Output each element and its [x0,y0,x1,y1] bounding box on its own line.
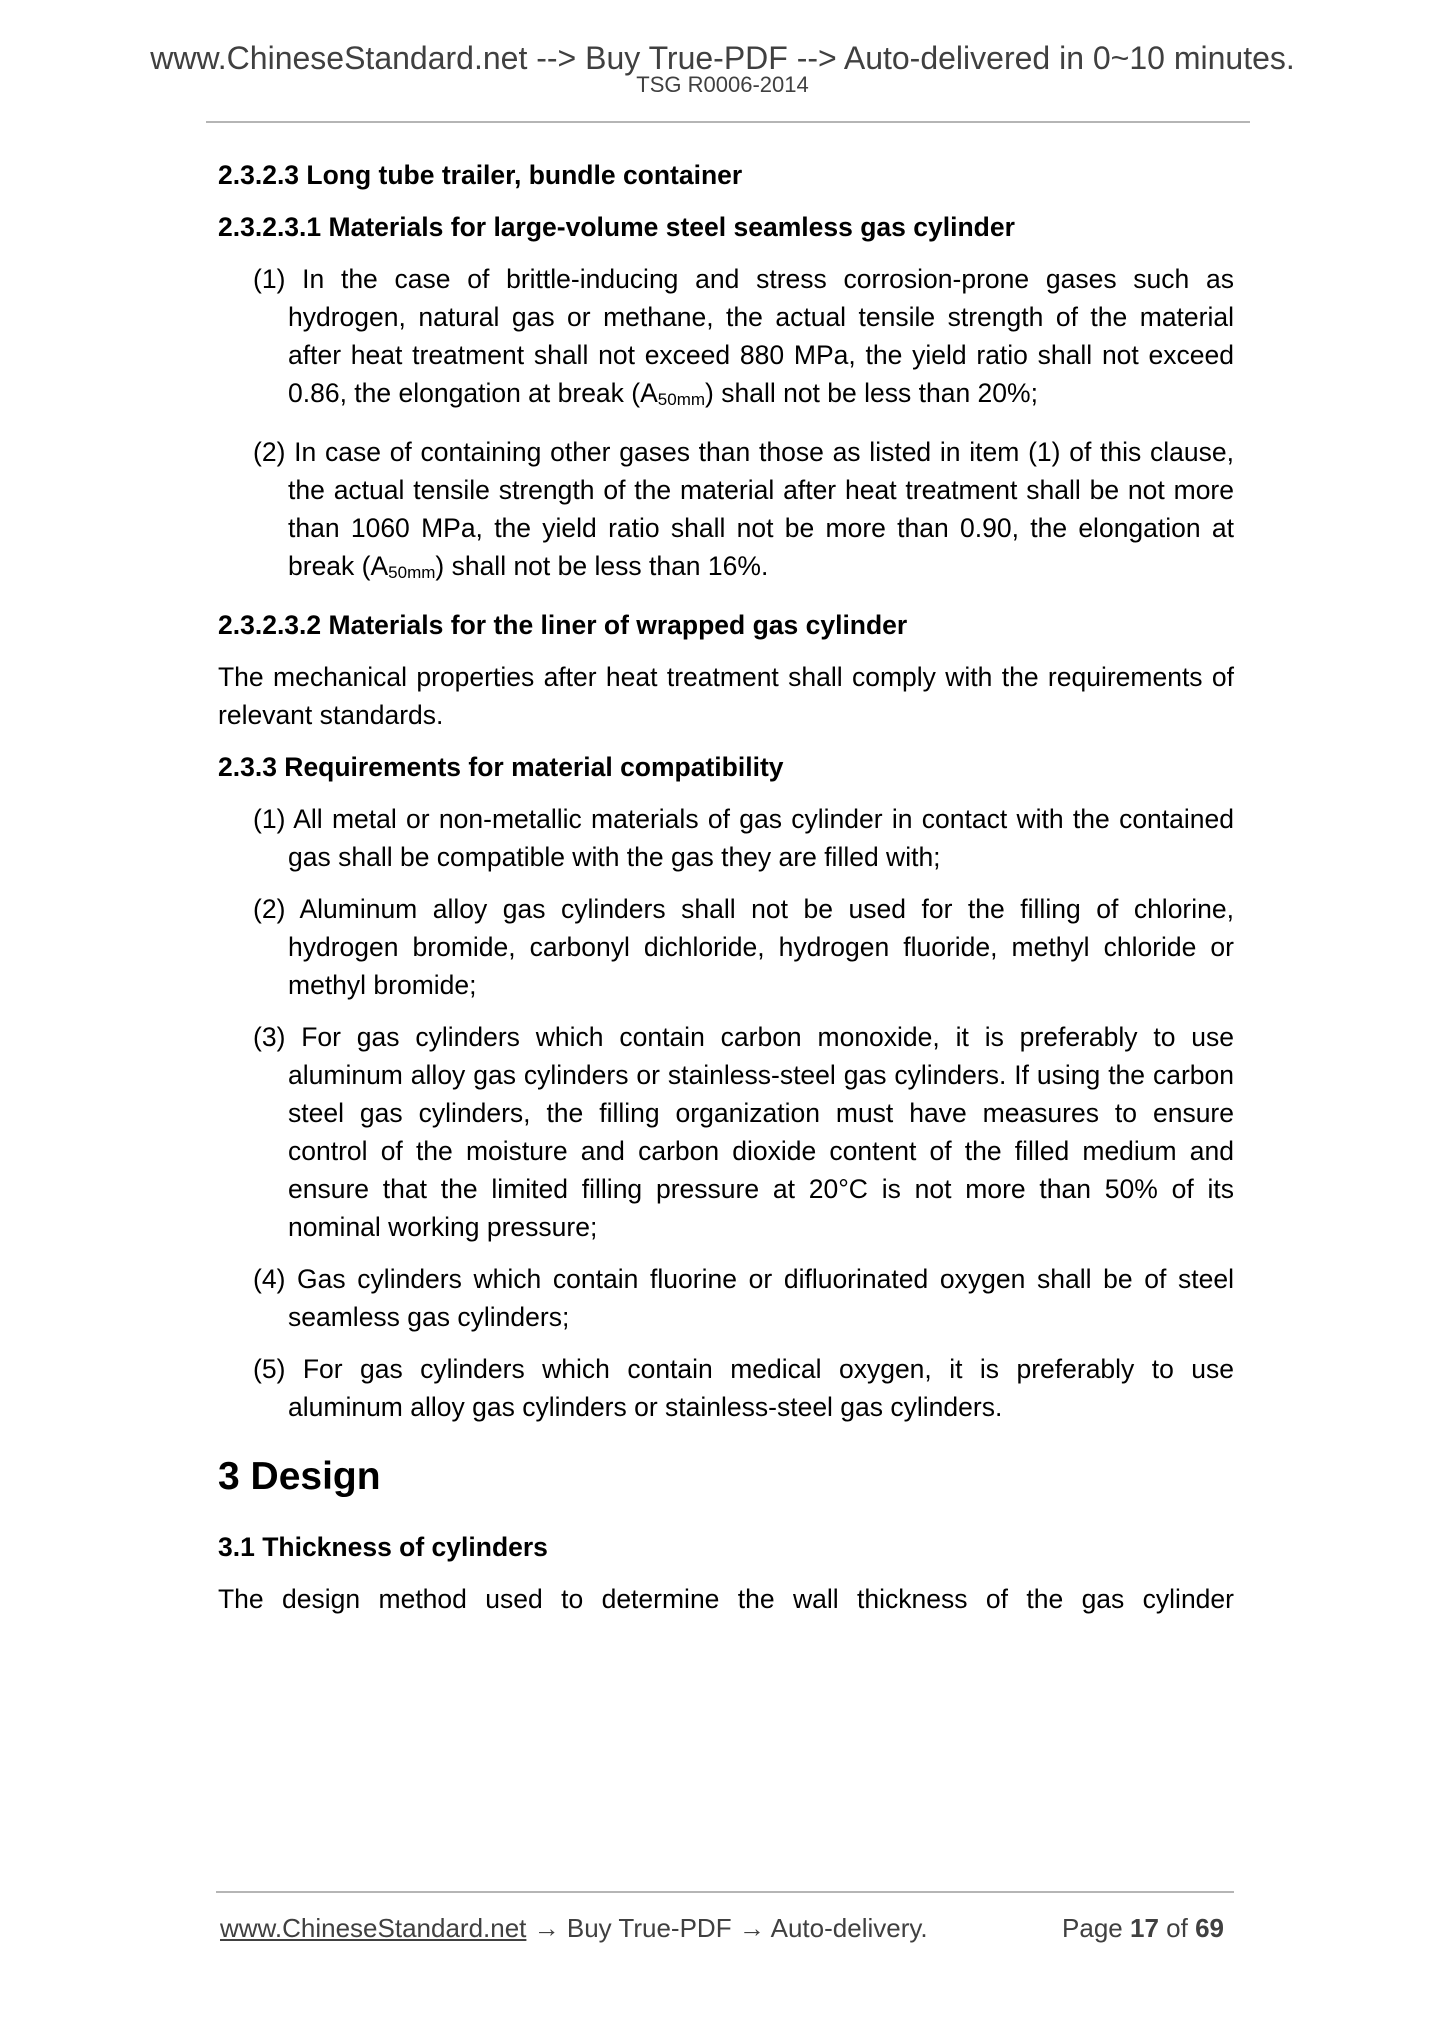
arrow-icon: → [738,1913,765,1943]
of-label: of [1166,1913,1188,1943]
heading-2-3-2-3-2: 2.3.2.3.2 Materials for the liner of wrapped gas cylinder [218,610,908,640]
list-item: (5) For gas cylinders which contain medical oxygen, it is preferably to use aluminum alloy gas cylinders or stainless-steel gas cylinders. [253,1354,1234,1422]
item-text: (2) In case of containing other gases than those as listed in item (1) of this clause, the actual tensile strength of the material after heat treatment shall be not more than 1060 MPa, the yield ratio shall not be more than 0.90, the elongation at break (A [253,437,1234,581]
page-total: 69 [1195,1913,1224,1943]
item-text: ) shall not be less than 16%. [435,551,769,581]
footer-divider [216,1891,1234,1893]
paragraph: The mechanical properties after heat treatment shall comply with the requirements of relevant standards. [218,662,1234,730]
subscript: 50mm [657,390,706,409]
page-indicator [1062,1911,1224,1945]
heading-2-3-3: 2.3.3 Requirements for material compatibility [218,752,784,782]
arrow-icon: → [533,1913,560,1943]
heading-2-3-2-3-1: 2.3.2.3.1 Materials for large-volume steel seamless gas cylinder [218,212,1015,242]
list-item [218,433,1234,592]
document-id: TSG R0006-2014 [636,72,809,97]
page-current: 17 [1130,1913,1159,1943]
list-item [218,260,1234,419]
site-link[interactable]: www.ChineseStandard.net [220,1913,527,1943]
heading-3-1: 3.1 Thickness of cylinders [218,1532,548,1562]
list-item: (2) Aluminum alloy gas cylinders shall not be used for the filling of chlorine, hydrogen bromide, carbonyl dichloride, hydrogen fluoride, methyl chloride or methyl bromide; [253,894,1234,1000]
header-divider [206,121,1250,123]
paragraph: The design method used to determine the wall thickness of the gas cylinder [218,1584,1234,1614]
site-banner: www.ChineseStandard.net --> Buy True-PDF --> Auto-delivered in 0~10 minutes. [150,40,1295,76]
heading-3-design: 3 Design [218,1455,381,1498]
list-item: (1) All metal or non-metallic materials of gas cylinder in contact with the contained gas shall be compatible with the gas they are filled with; [253,804,1234,872]
item-text: ) shall not be less than 20%; [705,378,1038,408]
subscript: 50mm [388,563,436,582]
item-text: (1) In the case of brittle-inducing and stress corrosion-prone gases such as hydrogen, natural gas or methane, the actual tensile strength of the material after heat treatment shall not exceed 880 MPa, the yield ratio shall not exceed 0.86, the elongation at break (A [253,264,1234,408]
page-label: Page [1062,1913,1123,1943]
heading-2-3-2-3: 2.3.2.3 Long tube trailer, bundle container [218,160,743,190]
list-item: (3) For gas cylinders which contain carbon monoxide, it is preferably to use aluminum alloy gas cylinders or stainless-steel gas cylinders. If using the carbon steel gas cylinders, the filling organization must have measures to ensure control of the moisture and carbon dioxide content of the filled medium and ensure that the limited filling pressure at 20°C is not more than 50% of its nominal working pressure; [253,1022,1234,1242]
page-content [218,156,1234,1618]
list-item: (4) Gas cylinders which contain fluorine or difluorinated oxygen shall be of steel seamless gas cylinders; [253,1264,1234,1332]
page-footer [220,1911,1234,1945]
delivery-text: Auto-delivery. [770,1913,928,1943]
buy-text: Buy True-PDF [566,1913,732,1943]
